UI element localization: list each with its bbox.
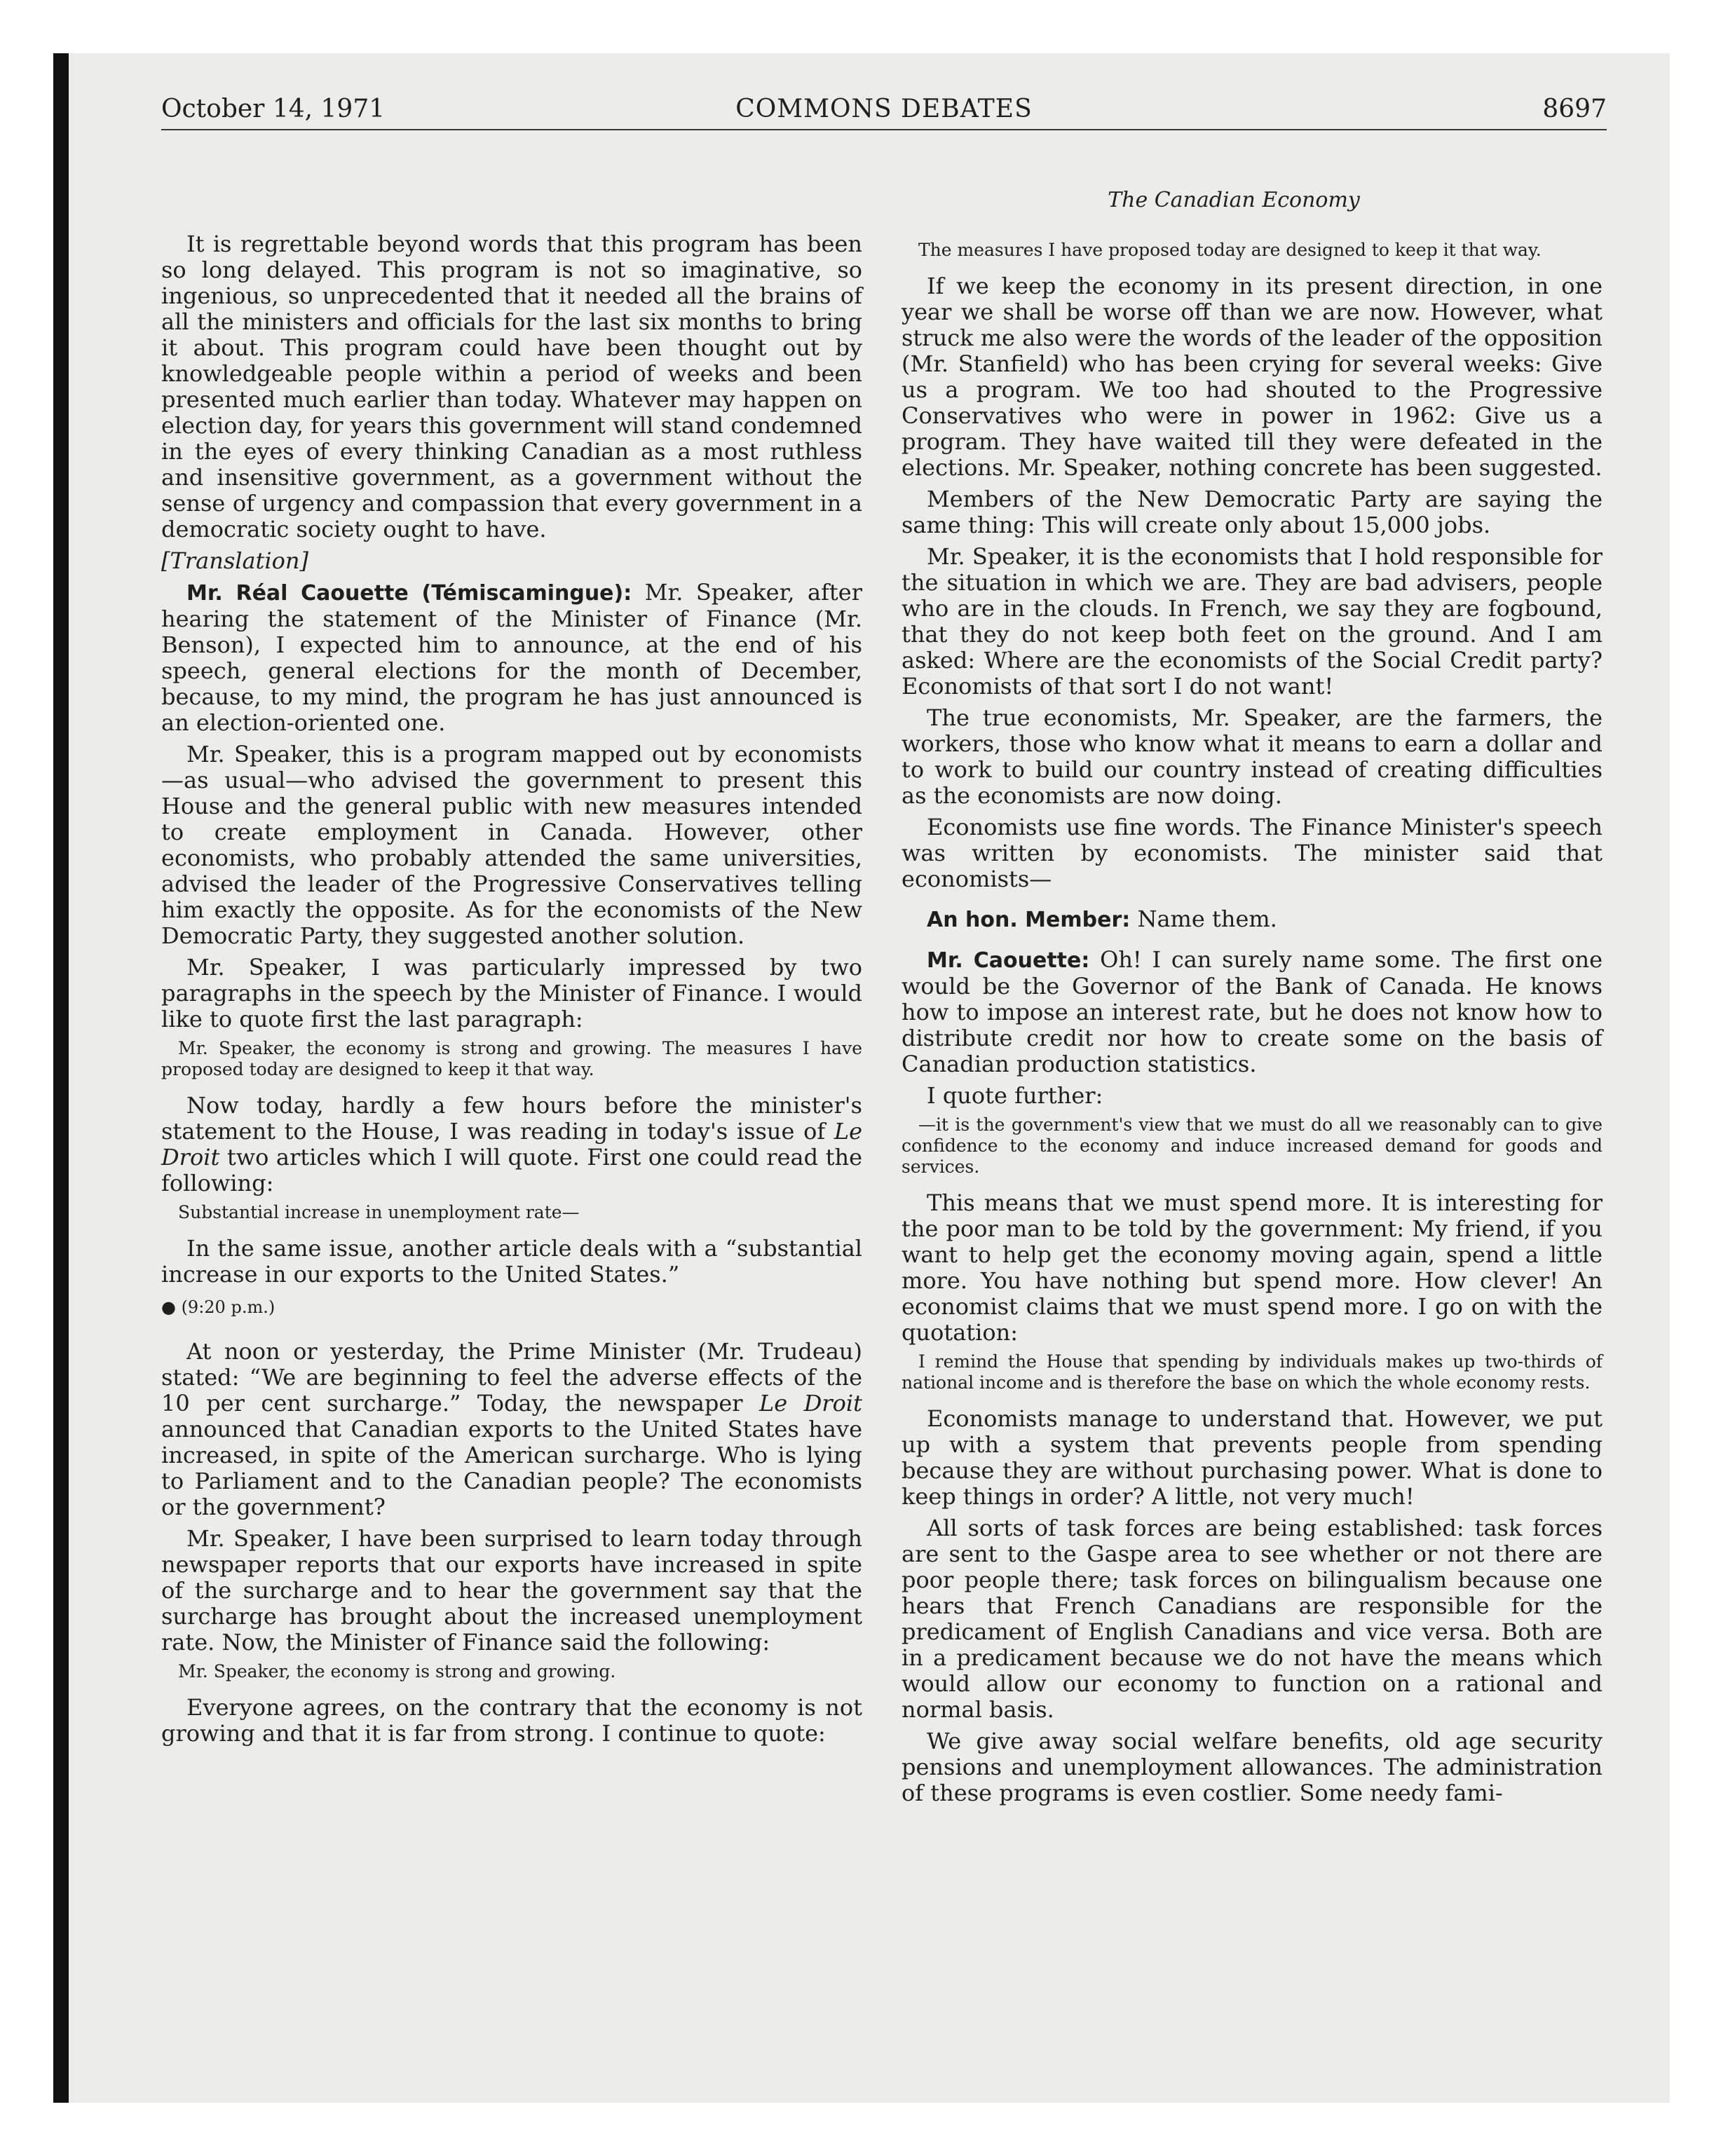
speech-paragraph xyxy=(161,580,862,736)
newspaper-title: Le Droit xyxy=(161,1118,863,1171)
section-subhead: The Canadian Economy xyxy=(1108,188,1360,212)
left-column xyxy=(161,231,862,1752)
paragraph: I quote further: xyxy=(927,1082,1103,1109)
header-date: October 14, 1971 xyxy=(161,95,386,123)
paragraph: Members of the New Democratic Party are saying the same thing: This will create only about 15,000 jobs. xyxy=(901,486,1603,538)
paragraph: In the same issue, another article deals with a “substantial increase in our exports to the United States.” xyxy=(161,1235,862,1288)
paragraph: If we keep the economy in its present direction, in one year we shall be worse off than we are now. However, what struck me also were the words of the leader of the opposition (Mr. Stanfield) who has been crying for several weeks: Give us a program. We too had shouted to the Progressive Conservatives who were in power in 1962: Give us a program. They have waited till they were defeated in the elections. Mr. Speaker, nothing concrete has been suggested. xyxy=(901,273,1603,481)
paragraph: All sorts of task forces are being established: task forces are sent to the Gaspe area to see whether or not there are poor people there; task forces on bilingualism because one hears that French Canadians are responsible for the predicament of English Canadians and vice versa. Both are in a predicament because we do not have the means which would allow our economy to function on a rational and normal basis. xyxy=(901,1515,1603,1723)
block-quote: Mr. Speaker, the economy is strong and growing. xyxy=(178,1661,616,1681)
paragraph: Mr. Speaker, it is the economists that I hold responsible for the situation in which we are. They are bad advisers, people who are in the clouds. In French, we say they are fogbound, that they do not keep both feet on the ground. And I am asked: Where are the economists of the Social Credit party? Economists of that sort I do not want! xyxy=(901,543,1603,700)
time-marker: ● (9:20 p.m.) xyxy=(161,1297,275,1317)
paragraph xyxy=(161,1093,862,1196)
paragraph: Economists use fine words. The Finance Minister's speech was written by economists. The minister said that economists— xyxy=(901,814,1603,892)
interjection xyxy=(901,906,1603,933)
speaker-name: Mr. Caouette: xyxy=(927,948,1090,973)
block-quote: The measures I have proposed today are designed to keep it that way. xyxy=(918,240,1542,260)
speaker-name: An hon. Member: xyxy=(927,908,1131,932)
paragraph: We give away social welfare benefits, old age security pensions and unemployment allowances. The administration of these programs is even costlier. Some needy fami- xyxy=(901,1728,1603,1806)
speech-paragraph xyxy=(901,947,1603,1077)
block-quote: Substantial increase in unemployment rate— xyxy=(178,1202,580,1222)
header-page-number: 8697 xyxy=(1542,95,1607,123)
header-title: COMMONS DEBATES xyxy=(735,95,1033,123)
paragraph-text: At noon or yesterday, the Prime Minister (Mr. Trudeau) stated: “We are beginning to feel the adverse effects of the 10 per cent surcharge.” Today, the newspaper xyxy=(161,1338,862,1417)
block-quote: —it is the government's view that we must do all we reasonably can to give confidence to the economy and induce increased demand for goods and services. xyxy=(901,1114,1603,1177)
paragraph: Mr. Speaker, I have been surprised to learn today through newspaper reports that our exports have increased in spite of the surcharge and to hear the government say that the surcharge has brought about the increased unemployment rate. Now, the Minister of Finance said the following: xyxy=(161,1525,862,1656)
block-quote: I remind the House that spending by individuals makes up two-thirds of national income and is therefore the base on which the whole economy rests. xyxy=(901,1351,1603,1393)
paragraph: Everyone agrees, on the contrary that the economy is not growing and that it is far from strong. I continue to quote: xyxy=(161,1694,862,1747)
speech-text: Mr. Speaker, after hearing the statement of the Minister of Finance (Mr. Benson), I expected him to announce, at the end of his speech, general elections for the month of December, because, to my mind, the program he has just announced is an election-oriented one. xyxy=(161,579,863,736)
block-quote: Mr. Speaker, the economy is strong and growing. The measures I have proposed today are designed to keep it that way. xyxy=(161,1038,862,1079)
translation-marker: [Translation] xyxy=(161,547,308,574)
paragraph: Mr. Speaker, I was particularly impressed by two paragraphs in the speech by the Minister of Finance. I would like to quote first the last paragraph: xyxy=(161,954,862,1032)
paragraph-text: two articles which I will quote. First one could read the following: xyxy=(161,1144,863,1196)
right-column xyxy=(901,238,1603,1812)
paragraph: It is regrettable beyond words that this program has been so long delayed. This program is not so imaginative, so ingenious, so unprecedented that it needed all the brains of all the ministers and officials for the last six months to bring it about. This program could have been thought out by knowledgeable people within a period of weeks and been presented much earlier than today. Whatever may happen on election day, for years this government will stand condemned in the eyes of every thinking Canadian as a most ruthless and insensitive government, as a government without the sense of urgency and compassion that every government in a democratic society ought to have. xyxy=(161,231,862,543)
paragraph: Economists manage to understand that. However, we put up with a system that prevents people from spending because they are without purchasing power. What is done to keep things in order? A little, not very much! xyxy=(901,1405,1603,1510)
speech-text: Oh! I can surely name some. The first one would be the Governor of the Bank of Canada. He knows how to impose an interest rate, but he does not know how to distribute credit nor how to create some on the basis of Canadian production statistics. xyxy=(901,946,1603,1077)
paragraph-text: Now today, hardly a few hours before the minister's statement to the House, I was reading in today's issue of xyxy=(161,1092,862,1145)
paragraph: Mr. Speaker, this is a program mapped out by economists—as usual—who advised the government to present this House and the general public with new measures intended to create employment in Canada. However, other economists, who probably attended the same universities, advised the leader of the Progressive Conservatives telling him exactly the opposite. As for the economists of the New Democratic Party, they suggested another solution. xyxy=(161,741,862,949)
paragraph: This means that we must spend more. It is interesting for the poor man to be told by the government: My friend, if you want to help get the economy moving again, spend a little more. You have nothing but spend more. How clever! An economist claims that we must spend more. I go on with the quotation: xyxy=(901,1189,1603,1346)
speech-text: Name them. xyxy=(1137,906,1277,932)
paragraph: The true economists, Mr. Speaker, are the farmers, the workers, those who know what it means to earn a dollar and to work to build our country instead of creating difficulties as the economists are now doing. xyxy=(901,704,1603,809)
paragraph xyxy=(161,1339,862,1520)
newspaper-title: Le Droit xyxy=(759,1390,863,1417)
speaker-name: Mr. Réal Caouette (Témiscamingue): xyxy=(186,581,632,606)
paragraph-text: announced that Canadian exports to the United States have increased, in spite of the American surcharge. Who is lying to Parliament and to the Canadian people? The economists or the government? xyxy=(161,1416,862,1520)
running-header xyxy=(161,90,1607,130)
